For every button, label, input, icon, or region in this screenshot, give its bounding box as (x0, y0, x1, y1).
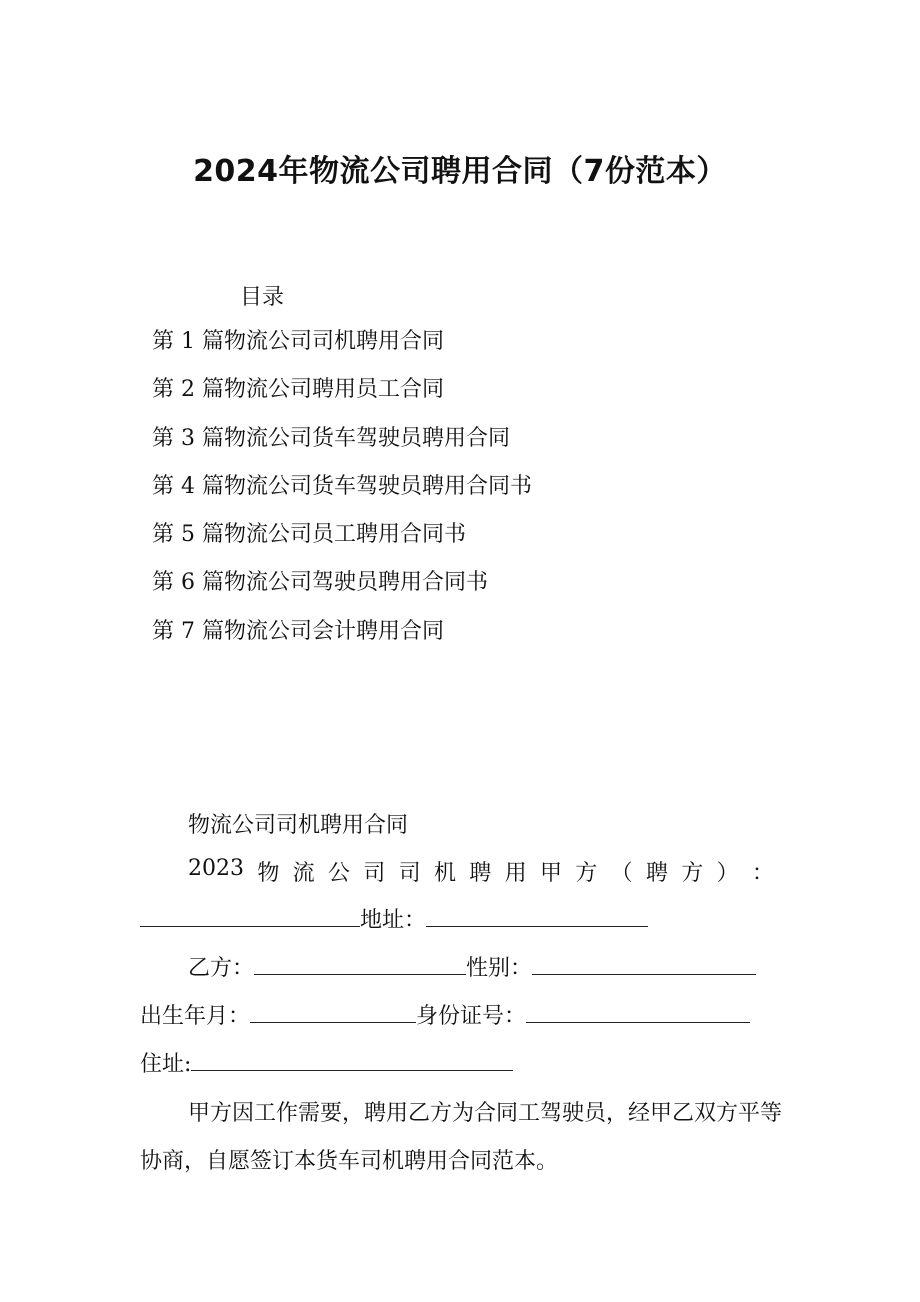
intro-line (188, 856, 774, 887)
residence-label: 住址: (140, 1052, 192, 1077)
section-heading: 物流公司司机聘用合同 (188, 813, 409, 838)
id-label: 身份证号： (416, 1004, 527, 1029)
intro-char: 方 (575, 861, 598, 886)
intro-char: 司 (398, 861, 421, 886)
gender-label: 性别： (466, 956, 533, 981)
toc-item-4[interactable]: 第 4 篇物流公司货车驾驶员聘用合同书 (152, 473, 532, 499)
party-b-name-blank[interactable] (254, 952, 466, 975)
intro-char: 流 (292, 861, 315, 886)
table-of-contents (152, 326, 532, 664)
intro-char: 用 (504, 861, 527, 886)
address-label: 地址： (360, 908, 427, 933)
toc-item-5[interactable]: 第 5 篇物流公司员工聘用合同书 (152, 522, 466, 548)
document-title: 2024年物流公司聘用合同（7份范本） (193, 154, 727, 189)
residence-line (140, 1048, 513, 1081)
toc-item-1[interactable]: 第 1 篇物流公司司机聘用合同 (152, 329, 444, 354)
party-b-label: 乙方： (188, 956, 255, 981)
intro-char: ： (751, 861, 774, 886)
intro-char: 聘 (645, 861, 668, 886)
intro-char: 2023 (188, 856, 244, 881)
intro-char: 方 (681, 861, 704, 886)
party-a-name-blank[interactable] (140, 904, 360, 927)
birth-blank[interactable] (250, 1000, 416, 1023)
birth-label: 出生年月： (140, 1004, 251, 1029)
toc-item-3[interactable]: 第 3 篇物流公司货车驾驶员聘用合同 (152, 425, 510, 451)
intro-char: 聘 (469, 861, 492, 886)
agreement-paragraph: 甲方因工作需要，聘用乙方为合同工驾驶员，经甲乙双方平等协商，自愿签订本货车司机聘用合同范本。 (140, 1101, 783, 1174)
id-number-blank[interactable] (526, 1000, 750, 1023)
party-a-line (140, 904, 648, 937)
residence-blank[interactable] (191, 1048, 513, 1071)
intro-char: 公 (327, 861, 350, 886)
intro-char: 机 (433, 861, 456, 886)
intro-char: 司 (363, 861, 386, 886)
toc-heading: 目录 (240, 285, 285, 310)
toc-item-2[interactable]: 第 2 篇物流公司聘用员工合同 (152, 377, 444, 403)
gender-blank[interactable] (532, 952, 756, 975)
address-blank[interactable] (426, 904, 648, 927)
party-b-line (188, 952, 756, 985)
intro-char: （ (610, 861, 633, 886)
intro-char: ） (716, 861, 739, 886)
birth-id-line (140, 1000, 750, 1033)
intro-char: 甲 (539, 861, 562, 886)
toc-item-7[interactable]: 第 7 篇物流公司会计聘用合同 (152, 618, 444, 644)
toc-item-6[interactable]: 第 6 篇物流公司驾驶员聘用合同书 (152, 570, 488, 596)
intro-char: 物 (257, 861, 280, 886)
